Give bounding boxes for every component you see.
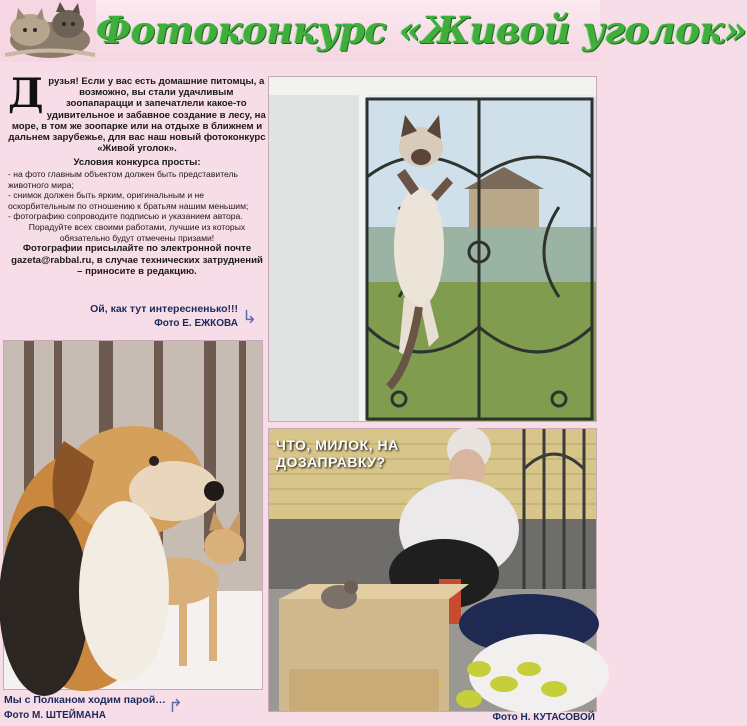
arrow-icon: ↱	[168, 696, 184, 716]
page-title: Фотоконкурс «Живой уголок»	[96, 8, 747, 52]
rule-item: - на фото главным объектом должен быть представитель животного мира;	[8, 169, 239, 190]
rule-item: - снимок должен быть ярким, оригинальным и не оскорбительным по отношению к братьям нашим меньшим;	[8, 190, 249, 211]
photo-overlay-text: ЧТО, МИЛОК, НА ДОЗАПРАВКУ?	[276, 437, 399, 470]
dog-photo	[3, 340, 263, 690]
dog-caption: Мы с Полканом ходим парой…	[4, 694, 166, 706]
cat-photo-icon	[0, 0, 96, 60]
intro-text-block	[8, 70, 266, 277]
dog-credit: Фото М. ШТЕЙМАНА	[4, 710, 106, 721]
window-credit: Фото Е. ЕЖКОВА	[154, 318, 238, 329]
arrow-icon: ↳	[242, 307, 258, 327]
woman-credit: Фото Н. КУТАСОВОЙ	[492, 712, 595, 723]
rule-item: - фотографию сопроводите подписью и указанием автора.	[8, 211, 243, 222]
rule-item: Порадуйте всех своими работами, лучшие из которых обязательно будут отмечены призами!	[28, 221, 246, 243]
window-caption: Ой, как тут интересненько!!!	[90, 303, 238, 315]
rules-section	[8, 158, 266, 243]
drop-cap: Д	[8, 70, 44, 117]
cat-window-photo	[268, 76, 597, 422]
intro-paragraph: рузья! Если у вас есть домашние питомцы, а возможно, вы стали удачливым зоопапарацци и запечатлели какое-то удивительное и забавное создание в лесу, на море, в том же зоопарке или на отдыхе в ближнем и дальнем зарубежье, для вас наш новый фотоконкурс «Живой уголок».	[8, 76, 266, 155]
rules-title: Условия конкурса просты:	[73, 157, 201, 169]
contact-info: Фотографии присылайте по электронной почте gazeta@rabbal.ru, в случае технических затруднений – приносите в редакцию.	[11, 243, 263, 277]
